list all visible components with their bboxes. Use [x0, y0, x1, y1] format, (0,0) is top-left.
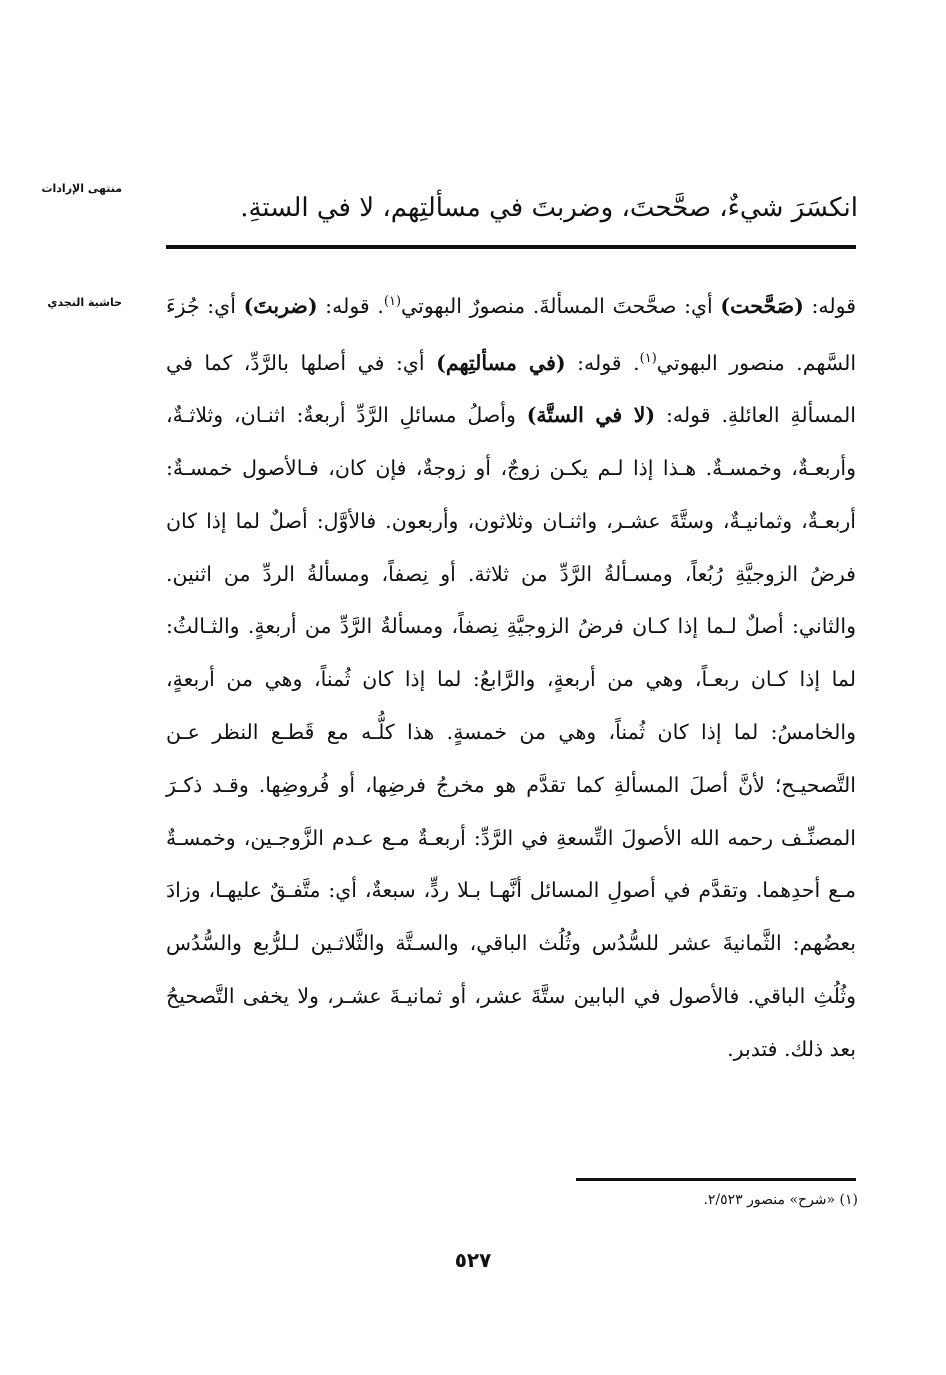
hashiya-text: أي: في أصلها بالرَّدِّ، كما في المسألةِ العائلةِ. قوله: — [166, 350, 856, 428]
footnote: (١) «شرح» منصور ٢/٥٢٣. — [703, 1192, 858, 1208]
hashiya-keyword: (صَحَّحت) — [720, 293, 804, 318]
hashiya-keyword: (في مسألتِهم) — [436, 350, 566, 375]
footnote-divider — [576, 1178, 856, 1181]
hashiya-title-label: حاشية النجدي — [47, 296, 122, 309]
hashiya-lead: . قوله: — [565, 350, 640, 375]
hashiya-lead: قوله: — [803, 293, 856, 318]
hashiya-body — [166, 276, 856, 1076]
page-number: ٥٢٧ — [454, 1248, 492, 1272]
section-divider — [166, 245, 856, 249]
hashiya-text: أي: جُزءَ السَّهم. منصور البهوتي — [166, 293, 857, 375]
hashiya-keyword: (ضربتَ) — [243, 293, 318, 318]
hashiya-text: أي: صحَّحتَ المسألةَ. منصورٌ البهوتي — [401, 293, 721, 318]
matn-text: انكسَرَ شيءٌ، صحَّحتَ، وضربتَ في مسألتِهم، لا في الستةِ. — [240, 193, 858, 223]
hashiya-keyword: (لا في الستَّة) — [526, 403, 656, 428]
hashiya-text: وأصلُ مسائلِ الرَّدِّ أربعةٌ: اثنـان، وثلاثـةٌ، وأربعـةٌ، وخمسـةٌ. هـذا إذا لـم يكـن زوجٌ، أو زوجةٌ، فإن كان، فـالأصول خمسـةٌ: أربعـةٌ، وثمانيـةٌ، وستَّةَ عشـر، واثنـان وثلاثون، وأربعون. فالأوَّل: أصلٌ لما إذا كان فرضُ الزوجيَّةِ رُبُعاً، ومسـألةُ الرَّدِّ من ثلاثة. أو نِصفاً، ومسألةُ الردِّ من اثنين. والثاني: أصلٌ لـما إذا كـان فرضُ الزوجيَّةِ نِصفاً، ومسألةُ الرَّدِّ من أربعةٍ. والثـالثُ: لما إذا كـان ربعـاً، وهي من أربعةٍ، والرَّابعُ: لما إذا كان ثُمناً، وهي من أربعةٍ، والخامسُ: لما إذا كان ثُمناً، وهي من خمسةٍ. هذا كلُّـه مع قَطـع النظر عـن التَّصحيـح؛ لأنَّ أصلَ المسألةِ كما تقدَّم هو مخرجُ فرضِها، أو فُروضِها. وقـد ذكـرَ المصنِّـف رحمه الله الأصولَ التِّسعةِ في الرَّدِّ: أربعـةٌ مـع عـدم الزَّوجـين، وخمسـةٌ مـع أحدِهما. وتقدَّم في أصولِ المسائل أنَّهـا بـلا ردٍّ، سبعةٌ، أي: متَّفـقٌ عليهـا، وزادَ بعضُهم: الثَّمانيةَ عشر للسُّدُس وثُلُث الباقي، والسـتَّة والثَّلاثـين لـلرُّبع والسُّدُس وثُلُثِ الباقي. فالأصول في البابين ستَّةَ عشر، أو ثمانيـةَ عشـر، ولا يخفى التَّصحيحُ بعد ذلك. فتدبر. — [166, 403, 856, 1061]
book-title-label: منتهى الإرادات — [41, 182, 122, 195]
footnote-ref[interactable]: (١) — [639, 350, 657, 366]
hashiya-lead: . قوله: — [317, 293, 384, 318]
footnote-ref[interactable]: (١) — [383, 294, 402, 309]
